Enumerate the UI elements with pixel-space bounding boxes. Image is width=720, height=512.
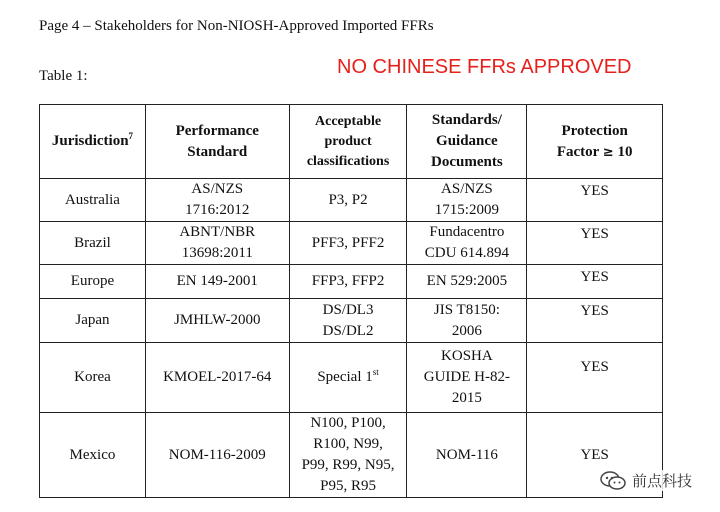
cell-classifications: PFF3, PFF2 (289, 222, 407, 265)
cell-jurisdiction: Japan (40, 299, 146, 343)
cell-standards: EN 529:2005 (407, 265, 527, 299)
cell-jurisdiction: Europe (40, 265, 146, 299)
cell-classifications: FFP3, FFP2 (289, 265, 407, 299)
cell-performance: NOM-116-2009 (145, 413, 289, 498)
cell-performance: ABNT/NBR 13698:2011 (145, 222, 289, 265)
no-chinese-ffrs-notice: NO CHINESE FFRs APPROVED (337, 56, 632, 78)
cell-standards: Fundacentro CDU 614.894 (407, 222, 527, 265)
cell-jurisdiction: Brazil (40, 222, 146, 265)
cell-protection: YES (527, 299, 663, 343)
watermark (596, 470, 696, 491)
table-row-europe (40, 265, 663, 299)
cell-protection: YES (527, 265, 663, 299)
cell-jurisdiction: Australia (40, 179, 146, 222)
cell-protection: YES (527, 179, 663, 222)
cell-standards: AS/NZS 1715:2009 (407, 179, 527, 222)
table-caption: Table 1: (39, 68, 88, 84)
wechat-logo-icon (600, 471, 626, 491)
cell-jurisdiction: Korea (40, 343, 146, 413)
page-header: Page 4 – Stakeholders for Non-NIOSH-Approved Imported FFRs (39, 18, 434, 34)
cell-classifications: Special 1st (289, 343, 407, 413)
header-standards-guidance: Standards/ Guidance Documents (407, 105, 527, 179)
cell-performance: KMOEL-2017-64 (145, 343, 289, 413)
table-row-japan (40, 299, 663, 343)
cell-jurisdiction: Mexico (40, 413, 146, 498)
table-header-row (40, 105, 663, 179)
cell-protection: YES (527, 413, 663, 498)
cell-protection: YES (527, 222, 663, 265)
cell-performance: AS/NZS 1716:2012 (145, 179, 289, 222)
cell-performance: JMHLW-2000 (145, 299, 289, 343)
table-row-australia (40, 179, 663, 222)
stakeholders-table (39, 104, 663, 498)
header-protection-factor: Protection Factor ≥ 10 (527, 105, 663, 179)
table-row-korea (40, 343, 663, 413)
cell-standards: KOSHA GUIDE H-82- 2015 (407, 343, 527, 413)
cell-classifications: DS/DL3 DS/DL2 (289, 299, 407, 343)
cell-classifications: N100, P100, R100, N99, P99, R99, N95, P95, R95 (289, 413, 407, 498)
cell-standards: NOM-116 (407, 413, 527, 498)
cell-protection: YES (527, 343, 663, 413)
header-jurisdiction: Jurisdiction$^7$ (40, 105, 146, 179)
table-row-brazil (40, 222, 663, 265)
watermark-text: 前点科技 (632, 472, 693, 490)
header-acceptable-classifications: Acceptable product classifications (289, 105, 407, 179)
cell-performance: EN 149-2001 (145, 265, 289, 299)
table-row-mexico (40, 413, 663, 498)
cell-classifications: P3, P2 (289, 179, 407, 222)
header-performance-standard: Performance Standard (145, 105, 289, 179)
cell-standards: JIS T8150: 2006 (407, 299, 527, 343)
